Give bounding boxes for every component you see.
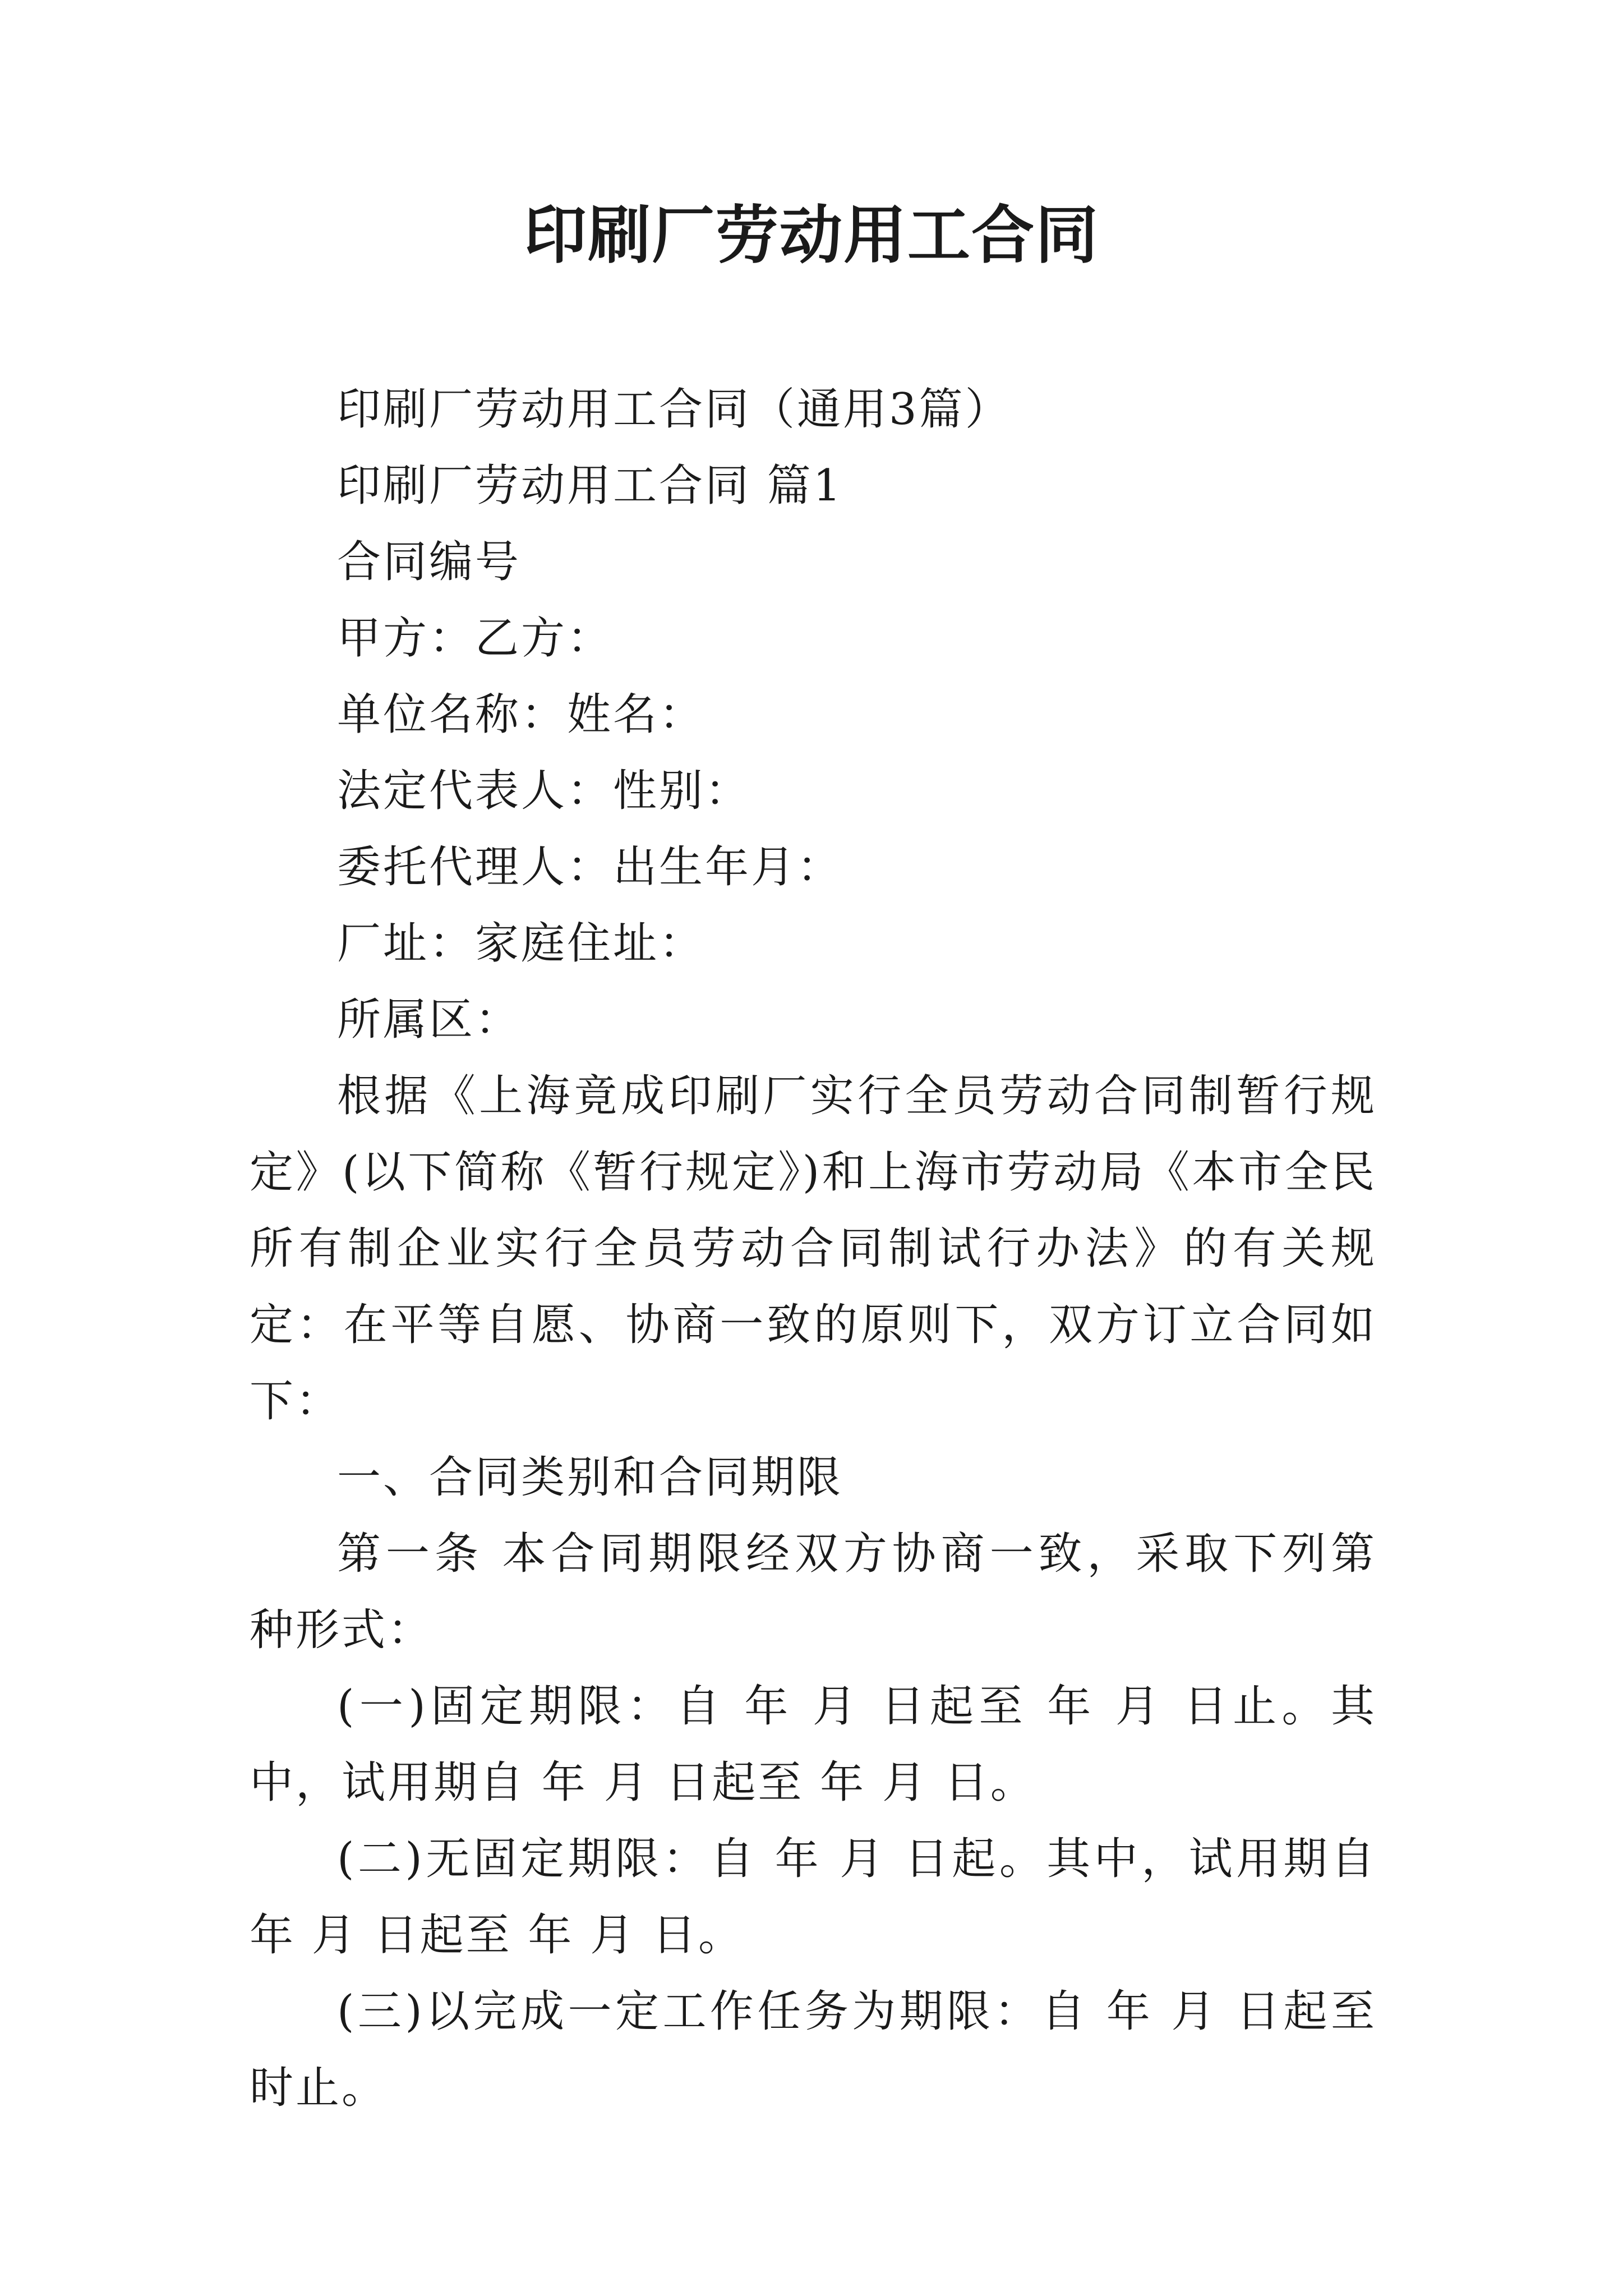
paragraph-fixed-term: (一)固定期限：自 年 月 日起至 年 月 日止。其中，试用期自 年 月 日起至 年 月 日。 (250, 1681, 1377, 1808)
paragraph-subtitle: 印刷厂劳动用工合同（通用3篇） (337, 384, 1011, 435)
paragraph-parties: 甲方：乙方： (337, 613, 614, 664)
paragraph-article-one: 第一条 本合同期限经双方协商一致，采取下列第 种形式： (250, 1529, 1377, 1655)
paragraph-preamble: 根据《上海竟成印刷厂实行全员劳动合同制暂行规定》(以下简称《暂行规定》)和上海市劳动局《本市全民所有制企业实行全员劳动合同制试行办法》的有关规定：在平等自愿、协商一致的原则下，双方订立合同如下： (250, 1071, 1377, 1427)
paragraph-legal-rep: 法定代表人：性别： (337, 766, 751, 816)
paragraph-chapter-one: 一、合同类别和合同期限 (337, 1452, 843, 1503)
paragraph-task-term: (三)以完成一定工作任务为期限：自 年 月 日起至 时止。 (250, 1986, 1377, 2113)
document-body (250, 371, 1377, 2126)
paragraph-address: 厂址：家庭住址： (337, 918, 706, 969)
paragraph-section-heading: 印刷厂劳动用工合同 篇1 (337, 461, 843, 511)
paragraph-contract-number: 合同编号 (337, 537, 522, 587)
document-title: 印刷厂劳动用工合同 (524, 199, 1099, 272)
paragraph-unit-name: 单位名称：姓名： (337, 689, 706, 740)
paragraph-district: 所属区： (337, 995, 522, 1045)
paragraph-agent: 委托代理人：出生年月： (337, 842, 843, 892)
paragraph-open-term: (二)无固定期限：自 年 月 日起。其中，试用期自 年 月 日起至 年 月 日。 (250, 1834, 1377, 1961)
